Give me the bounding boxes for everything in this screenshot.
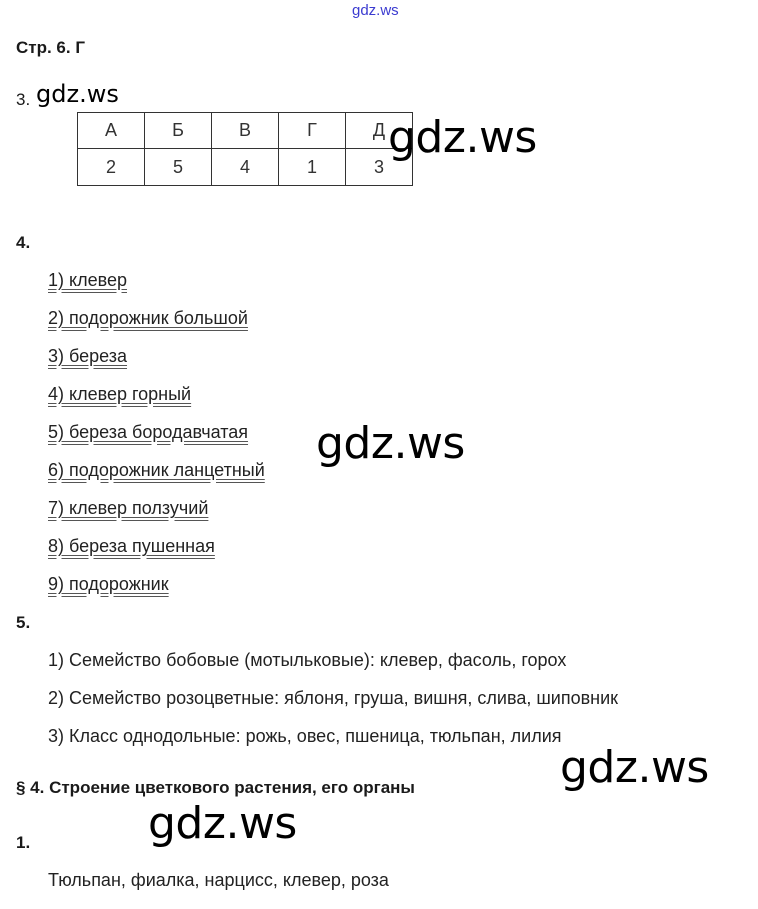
task4-number: 4. [16,233,31,252]
list-item: 6) подорожник ланцетный [48,460,265,480]
table-header-cell: Б [145,113,212,149]
watermark-list: gdz.ws [316,418,465,469]
list-item: 2) подорожник большой [48,308,248,328]
table-header-cell: Д [346,113,413,149]
watermark-small: gdz.ws [36,80,119,108]
list-item: 9) подорожник [48,574,169,594]
watermark-table: gdz.ws [388,112,537,163]
answer-table [77,112,413,186]
table-value-row [78,149,413,186]
table-cell: 4 [212,149,279,186]
list-item: 8) береза пушенная [48,536,215,556]
page-heading: Стр. 6. Г [16,38,85,57]
list-item: 3) береза [48,346,128,366]
list-item: 7) клевер ползучий [48,498,209,518]
section-task1-number: 1. [16,833,31,852]
table-header-cell: А [78,113,145,149]
task3-number: 3. [16,90,31,109]
table-cell: 1 [279,149,346,186]
table-cell: 2 [78,149,145,186]
table-cell: 3 [346,149,413,186]
classification-item: 2) Семейство розоцветные: яблоня, груша, вишня, слива, шиповник [48,688,619,708]
table-header-cell: В [212,113,279,149]
list-item: 5) береза бородавчатая [48,422,249,442]
top-watermark: gdz.ws [352,2,399,19]
table-header-row [78,113,413,149]
classification-item: 3) Класс однодольные: рожь, овес, пшеница, тюльпан, лилия [48,726,562,746]
classification-item: 1) Семейство бобовые (мотыльковые): клевер, фасоль, горох [48,650,567,670]
section-task1-answer: Тюльпан, фиалка, нарцисс, клевер, роза [48,870,389,890]
list-item: 4) клевер горный [48,384,192,404]
section-title: § 4. Строение цветкового растения, его органы [16,778,415,797]
task5-number: 5. [16,613,31,632]
list-item: 1) клевер [48,270,127,290]
table-cell: 5 [145,149,212,186]
watermark-section: gdz.ws [560,742,709,793]
table-header-cell: Г [279,113,346,149]
watermark-bottom: gdz.ws [148,798,297,849]
